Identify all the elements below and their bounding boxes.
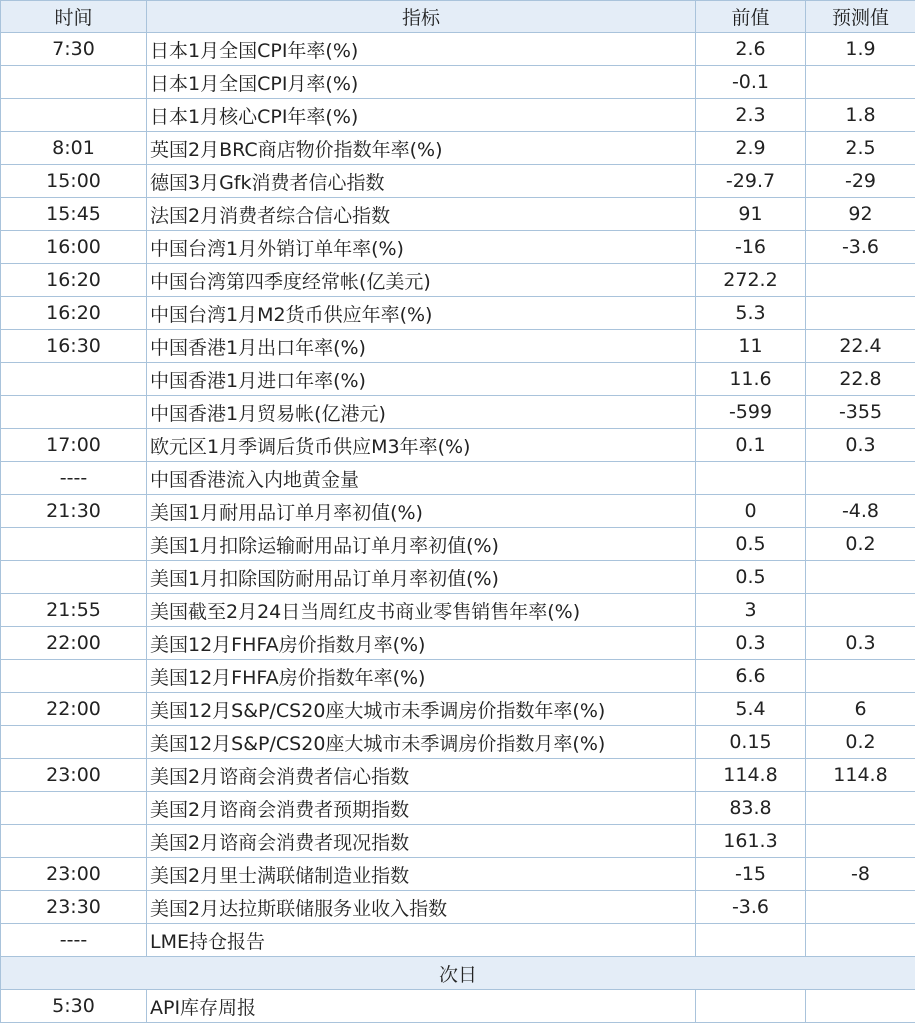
table-row <box>1 132 915 165</box>
cell-indicator: 美国2月谘商会消费者预期指数 <box>147 792 696 825</box>
cell-previous <box>696 462 806 495</box>
cell-time <box>1 99 147 132</box>
cell-time <box>1 363 147 396</box>
cell-indicator: 德国3月Gfk消费者信心指数 <box>147 165 696 198</box>
table-row <box>1 561 915 594</box>
cell-forecast: -355 <box>806 396 915 429</box>
table-row <box>1 990 915 1023</box>
table-row <box>1 660 915 693</box>
table-row <box>1 165 915 198</box>
cell-forecast <box>806 660 915 693</box>
cell-time: 22:00 <box>1 627 147 660</box>
cell-forecast: 92 <box>806 198 915 231</box>
cell-time: 21:55 <box>1 594 147 627</box>
cell-forecast: -3.6 <box>806 231 915 264</box>
cell-indicator: API库存周报 <box>147 990 696 1023</box>
cell-indicator: 美国12月FHFA房价指数年率(%) <box>147 660 696 693</box>
table-row <box>1 363 915 396</box>
cell-indicator: 美国1月耐用品订单月率初值(%) <box>147 495 696 528</box>
table-row <box>1 396 915 429</box>
table-row <box>1 198 915 231</box>
cell-previous: -0.1 <box>696 66 806 99</box>
table-row <box>1 99 915 132</box>
cell-indicator: 中国台湾1月M2货币供应年率(%) <box>147 297 696 330</box>
cell-indicator: 英国2月BRC商店物价指数年率(%) <box>147 132 696 165</box>
table-row <box>1 627 915 660</box>
cell-forecast: 0.3 <box>806 429 915 462</box>
cell-forecast: -4.8 <box>806 495 915 528</box>
cell-time <box>1 528 147 561</box>
cell-time: 22:00 <box>1 693 147 726</box>
cell-indicator: 日本1月全国CPI月率(%) <box>147 66 696 99</box>
cell-previous: 161.3 <box>696 825 806 858</box>
cell-forecast <box>806 462 915 495</box>
table-row <box>1 726 915 759</box>
table-row <box>1 66 915 99</box>
table-row <box>1 594 915 627</box>
cell-indicator: 美国2月达拉斯联储服务业收入指数 <box>147 891 696 924</box>
cell-previous: 0.3 <box>696 627 806 660</box>
cell-indicator: 美国12月S&P/CS20座大城市未季调房价指数年率(%) <box>147 693 696 726</box>
cell-indicator: 美国2月谘商会消费者现况指数 <box>147 825 696 858</box>
cell-forecast <box>806 264 915 297</box>
cell-forecast: 0.2 <box>806 528 915 561</box>
table-row <box>1 297 915 330</box>
cell-indicator: 美国截至2月24日当周红皮书商业零售销售年率(%) <box>147 594 696 627</box>
cell-indicator: 美国1月扣除国防耐用品订单月率初值(%) <box>147 561 696 594</box>
cell-indicator: 中国香港1月出口年率(%) <box>147 330 696 363</box>
cell-previous: 11.6 <box>696 363 806 396</box>
cell-time: 16:20 <box>1 264 147 297</box>
cell-time: 17:00 <box>1 429 147 462</box>
cell-forecast: 1.8 <box>806 99 915 132</box>
cell-previous: 11 <box>696 330 806 363</box>
cell-previous: -599 <box>696 396 806 429</box>
cell-indicator: 中国香港1月进口年率(%) <box>147 363 696 396</box>
table-row <box>1 858 915 891</box>
cell-previous: 0 <box>696 495 806 528</box>
cell-time <box>1 726 147 759</box>
cell-forecast <box>806 561 915 594</box>
cell-forecast: 1.9 <box>806 33 915 66</box>
cell-time: 7:30 <box>1 33 147 66</box>
table-row <box>1 231 915 264</box>
table-row <box>1 462 915 495</box>
cell-previous: 2.6 <box>696 33 806 66</box>
cell-time <box>1 66 147 99</box>
cell-indicator: 中国台湾1月外销订单年率(%) <box>147 231 696 264</box>
cell-time: 21:30 <box>1 495 147 528</box>
next-day-separator-row <box>1 957 915 990</box>
cell-previous: 0.1 <box>696 429 806 462</box>
cell-previous: 6.6 <box>696 660 806 693</box>
table-row <box>1 495 915 528</box>
cell-previous: 0.5 <box>696 528 806 561</box>
table-row <box>1 891 915 924</box>
cell-time <box>1 561 147 594</box>
cell-forecast <box>806 924 915 957</box>
cell-time: 23:00 <box>1 858 147 891</box>
cell-forecast <box>806 297 915 330</box>
cell-forecast: 0.3 <box>806 627 915 660</box>
cell-time: 23:30 <box>1 891 147 924</box>
header-previous: 前值 <box>696 1 806 33</box>
cell-time: 5:30 <box>1 990 147 1023</box>
cell-time <box>1 660 147 693</box>
cell-indicator: 日本1月全国CPI年率(%) <box>147 33 696 66</box>
cell-indicator: 中国台湾第四季度经常帐(亿美元) <box>147 264 696 297</box>
cell-forecast: -29 <box>806 165 915 198</box>
cell-previous: 83.8 <box>696 792 806 825</box>
cell-previous: 91 <box>696 198 806 231</box>
cell-forecast: 22.4 <box>806 330 915 363</box>
table-row <box>1 825 915 858</box>
table-body <box>1 33 915 1023</box>
cell-forecast <box>806 594 915 627</box>
cell-time: 16:20 <box>1 297 147 330</box>
cell-time: ---- <box>1 462 147 495</box>
cell-previous: 272.2 <box>696 264 806 297</box>
cell-indicator: 中国香港流入内地黄金量 <box>147 462 696 495</box>
table-row <box>1 528 915 561</box>
cell-previous: 114.8 <box>696 759 806 792</box>
cell-time <box>1 396 147 429</box>
cell-previous: -3.6 <box>696 891 806 924</box>
cell-previous: 0.5 <box>696 561 806 594</box>
cell-time <box>1 792 147 825</box>
cell-previous: 5.3 <box>696 297 806 330</box>
header-time: 时间 <box>1 1 147 33</box>
cell-previous: -29.7 <box>696 165 806 198</box>
cell-forecast <box>806 891 915 924</box>
cell-indicator: 美国12月S&P/CS20座大城市未季调房价指数月率(%) <box>147 726 696 759</box>
table-row <box>1 759 915 792</box>
cell-indicator: 欧元区1月季调后货币供应M3年率(%) <box>147 429 696 462</box>
cell-forecast <box>806 990 915 1023</box>
cell-previous: 3 <box>696 594 806 627</box>
cell-time: 15:00 <box>1 165 147 198</box>
cell-forecast: 6 <box>806 693 915 726</box>
header-forecast: 预测值 <box>806 1 915 33</box>
cell-time <box>1 825 147 858</box>
cell-previous <box>696 990 806 1023</box>
cell-forecast: 0.2 <box>806 726 915 759</box>
cell-time: 8:01 <box>1 132 147 165</box>
table-header-row <box>1 1 915 33</box>
table-row <box>1 792 915 825</box>
cell-forecast <box>806 66 915 99</box>
cell-forecast: -8 <box>806 858 915 891</box>
cell-previous: -16 <box>696 231 806 264</box>
table-row <box>1 429 915 462</box>
cell-indicator: 美国1月扣除运输耐用品订单月率初值(%) <box>147 528 696 561</box>
cell-previous: 2.3 <box>696 99 806 132</box>
cell-previous: 5.4 <box>696 693 806 726</box>
cell-previous: 0.15 <box>696 726 806 759</box>
cell-indicator: 法国2月消费者综合信心指数 <box>147 198 696 231</box>
cell-time: ---- <box>1 924 147 957</box>
next-day-label: 次日 <box>1 957 915 990</box>
table-row <box>1 330 915 363</box>
cell-previous: 2.9 <box>696 132 806 165</box>
cell-indicator: 美国2月谘商会消费者信心指数 <box>147 759 696 792</box>
table-row <box>1 264 915 297</box>
cell-forecast: 2.5 <box>806 132 915 165</box>
cell-indicator: 日本1月核心CPI年率(%) <box>147 99 696 132</box>
cell-time: 23:00 <box>1 759 147 792</box>
cell-forecast <box>806 792 915 825</box>
cell-indicator: 中国香港1月贸易帐(亿港元) <box>147 396 696 429</box>
header-indicator: 指标 <box>147 1 696 33</box>
cell-previous: -15 <box>696 858 806 891</box>
cell-indicator: LME持仓报告 <box>147 924 696 957</box>
cell-time: 16:00 <box>1 231 147 264</box>
cell-indicator: 美国2月里士满联储制造业指数 <box>147 858 696 891</box>
cell-time: 15:45 <box>1 198 147 231</box>
cell-indicator: 美国12月FHFA房价指数月率(%) <box>147 627 696 660</box>
table-row <box>1 693 915 726</box>
table-row <box>1 924 915 957</box>
cell-time: 16:30 <box>1 330 147 363</box>
cell-previous <box>696 924 806 957</box>
cell-forecast: 22.8 <box>806 363 915 396</box>
cell-forecast <box>806 825 915 858</box>
table-row <box>1 33 915 66</box>
cell-forecast: 114.8 <box>806 759 915 792</box>
